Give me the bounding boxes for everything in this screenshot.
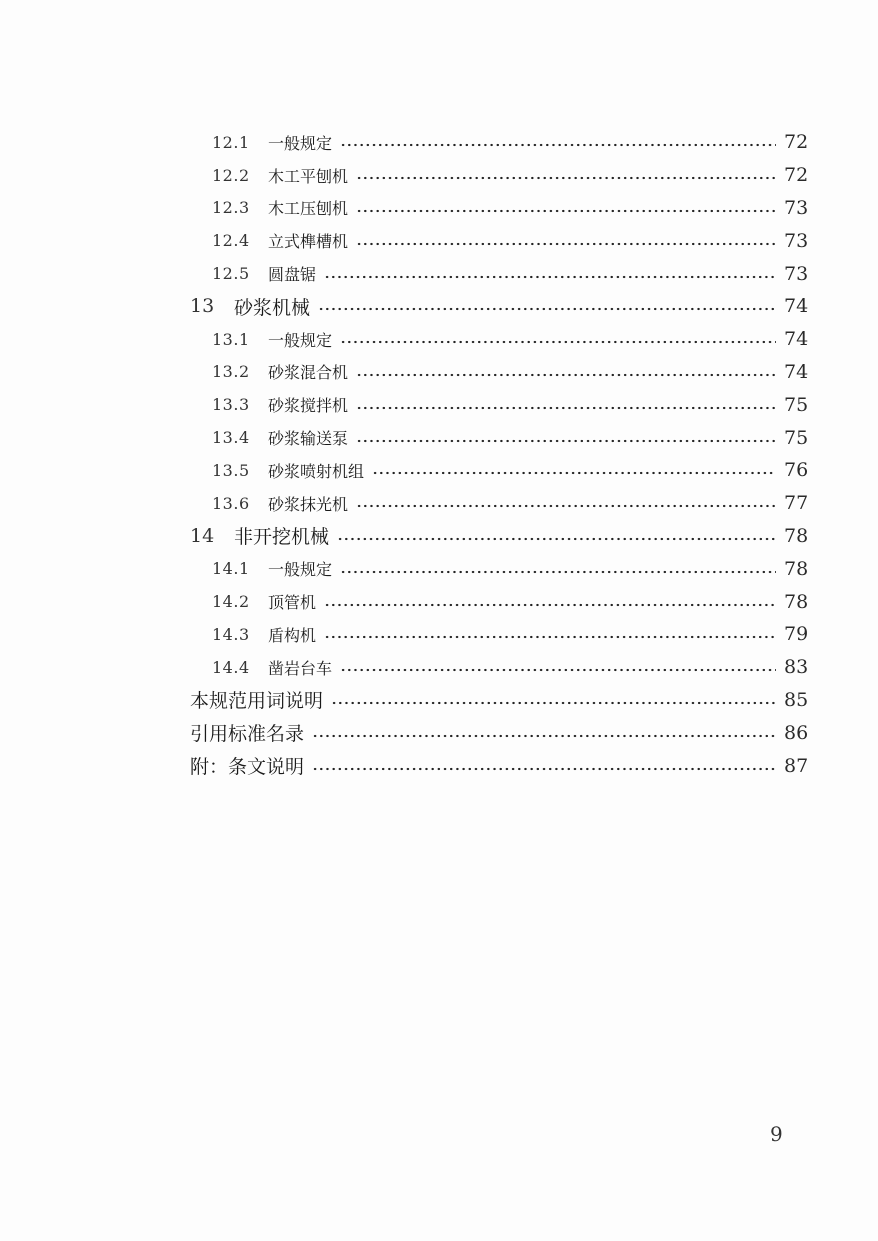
toc-entry[interactable] [190, 585, 808, 618]
table-of-contents [190, 126, 808, 782]
toc-entry-title: 砂浆输送泵 [268, 429, 349, 449]
toc-entry-page: 86 [784, 721, 809, 744]
toc-entry-title: 立式榫槽机 [268, 232, 349, 252]
toc-entry-number: 13.6 [212, 493, 250, 513]
toc-entry-title: 非开挖机械 [234, 526, 330, 549]
toc-entry-page: 73 [784, 196, 809, 219]
toc-entry[interactable] [190, 388, 808, 421]
dot-leader [312, 767, 776, 771]
toc-entry-page: 85 [784, 688, 809, 711]
toc-entry-page: 74 [784, 328, 809, 351]
toc-entry-page: 78 [784, 557, 809, 580]
toc-entry-title: 本规范用词说明 [190, 690, 324, 713]
toc-entry-page: 83 [784, 656, 809, 679]
toc-entry-title: 砂浆抹光机 [268, 494, 349, 514]
toc-entry-title: 砂浆机械 [234, 296, 311, 319]
toc-entry-page: 72 [784, 164, 809, 187]
dot-leader [356, 209, 776, 213]
toc-entry-page: 74 [784, 295, 809, 318]
toc-entry-page: 78 [784, 524, 809, 547]
toc-entry-page: 72 [784, 131, 809, 154]
dot-leader [340, 570, 776, 574]
dot-leader [356, 439, 776, 443]
toc-entry-page: 87 [784, 754, 809, 777]
toc-entry[interactable] [190, 224, 808, 257]
dot-leader [340, 668, 776, 672]
toc-entry[interactable] [190, 552, 808, 585]
toc-entry-title: 圆盘锯 [268, 265, 317, 285]
toc-entry-page: 76 [784, 459, 809, 482]
toc-entry-page: 73 [784, 262, 809, 285]
toc-entry-number: 12.3 [212, 198, 250, 218]
toc-entry[interactable] [190, 290, 808, 323]
dot-leader [312, 734, 776, 738]
toc-entry[interactable] [190, 651, 808, 684]
toc-entry-number: 13.3 [212, 395, 250, 415]
toc-entry-title: 砂浆搅拌机 [268, 396, 349, 416]
toc-entry-number: 13.2 [212, 362, 250, 382]
toc-entry-number: 13.5 [212, 460, 250, 480]
toc-entry[interactable] [190, 684, 808, 717]
toc-entry[interactable] [190, 520, 808, 553]
toc-entry[interactable] [190, 126, 808, 159]
toc-entry-title: 盾构机 [268, 625, 317, 645]
toc-entry-page: 79 [784, 623, 809, 646]
toc-entry-title: 一般规定 [268, 133, 333, 153]
toc-entry[interactable] [190, 716, 808, 749]
toc-entry-title: 砂浆混合机 [268, 363, 349, 383]
dot-leader [356, 373, 776, 377]
toc-entry-title: 木工压刨机 [268, 199, 349, 219]
toc-entry-title: 引用标准名录 [190, 723, 305, 746]
toc-entry-number: 13.4 [212, 428, 250, 448]
toc-entry-page: 78 [784, 590, 809, 613]
toc-entry[interactable] [190, 257, 808, 290]
toc-entry[interactable] [190, 618, 808, 651]
toc-entry-page: 77 [784, 492, 809, 515]
toc-entry-title: 一般规定 [268, 330, 333, 350]
toc-entry-number: 12.2 [212, 165, 250, 185]
toc-entry[interactable] [190, 323, 808, 356]
toc-entry-page: 74 [784, 360, 809, 383]
dot-leader [324, 603, 776, 607]
toc-entry[interactable] [190, 749, 808, 782]
dot-leader [337, 537, 776, 541]
toc-entry-title: 木工平刨机 [268, 166, 349, 186]
toc-entry-page: 73 [784, 229, 809, 252]
dot-leader [356, 176, 776, 180]
toc-entry-number: 14.2 [212, 592, 250, 612]
toc-entry[interactable] [190, 487, 808, 520]
toc-entry[interactable] [190, 421, 808, 454]
dot-leader [340, 340, 776, 344]
toc-entry-number: 14.4 [212, 657, 250, 677]
toc-entry-title: 凿岩台车 [268, 658, 333, 678]
toc-entry[interactable] [190, 454, 808, 487]
toc-entry-number: 12.5 [212, 264, 250, 284]
toc-entry[interactable] [190, 159, 808, 192]
page-number: 9 [770, 1122, 783, 1146]
toc-entry-number: 13.1 [212, 329, 250, 349]
toc-entry-number: 12.1 [212, 132, 250, 152]
toc-entry-number: 14.3 [212, 624, 250, 644]
toc-entry-title: 附：条文说明 [190, 756, 305, 779]
dot-leader [340, 143, 776, 147]
dot-leader [324, 635, 776, 639]
toc-entry-page: 75 [784, 393, 809, 416]
toc-entry-number: 14.1 [212, 559, 250, 579]
toc-entry-title: 一般规定 [268, 560, 333, 580]
dot-leader [356, 242, 776, 246]
toc-entry-number: 12.4 [212, 231, 250, 251]
toc-entry-page: 75 [784, 426, 809, 449]
toc-entry-number: 13 [190, 295, 215, 318]
toc-entry[interactable] [190, 356, 808, 389]
toc-entry-number: 14 [190, 524, 215, 547]
dot-leader [318, 307, 776, 311]
dot-leader [356, 406, 776, 410]
toc-entry-title: 砂浆喷射机组 [268, 461, 365, 481]
toc-entry-title: 顶管机 [268, 593, 317, 613]
dot-leader [324, 275, 776, 279]
toc-entry[interactable] [190, 192, 808, 225]
dot-leader [356, 504, 776, 508]
dot-leader [331, 701, 776, 705]
dot-leader [372, 471, 776, 475]
